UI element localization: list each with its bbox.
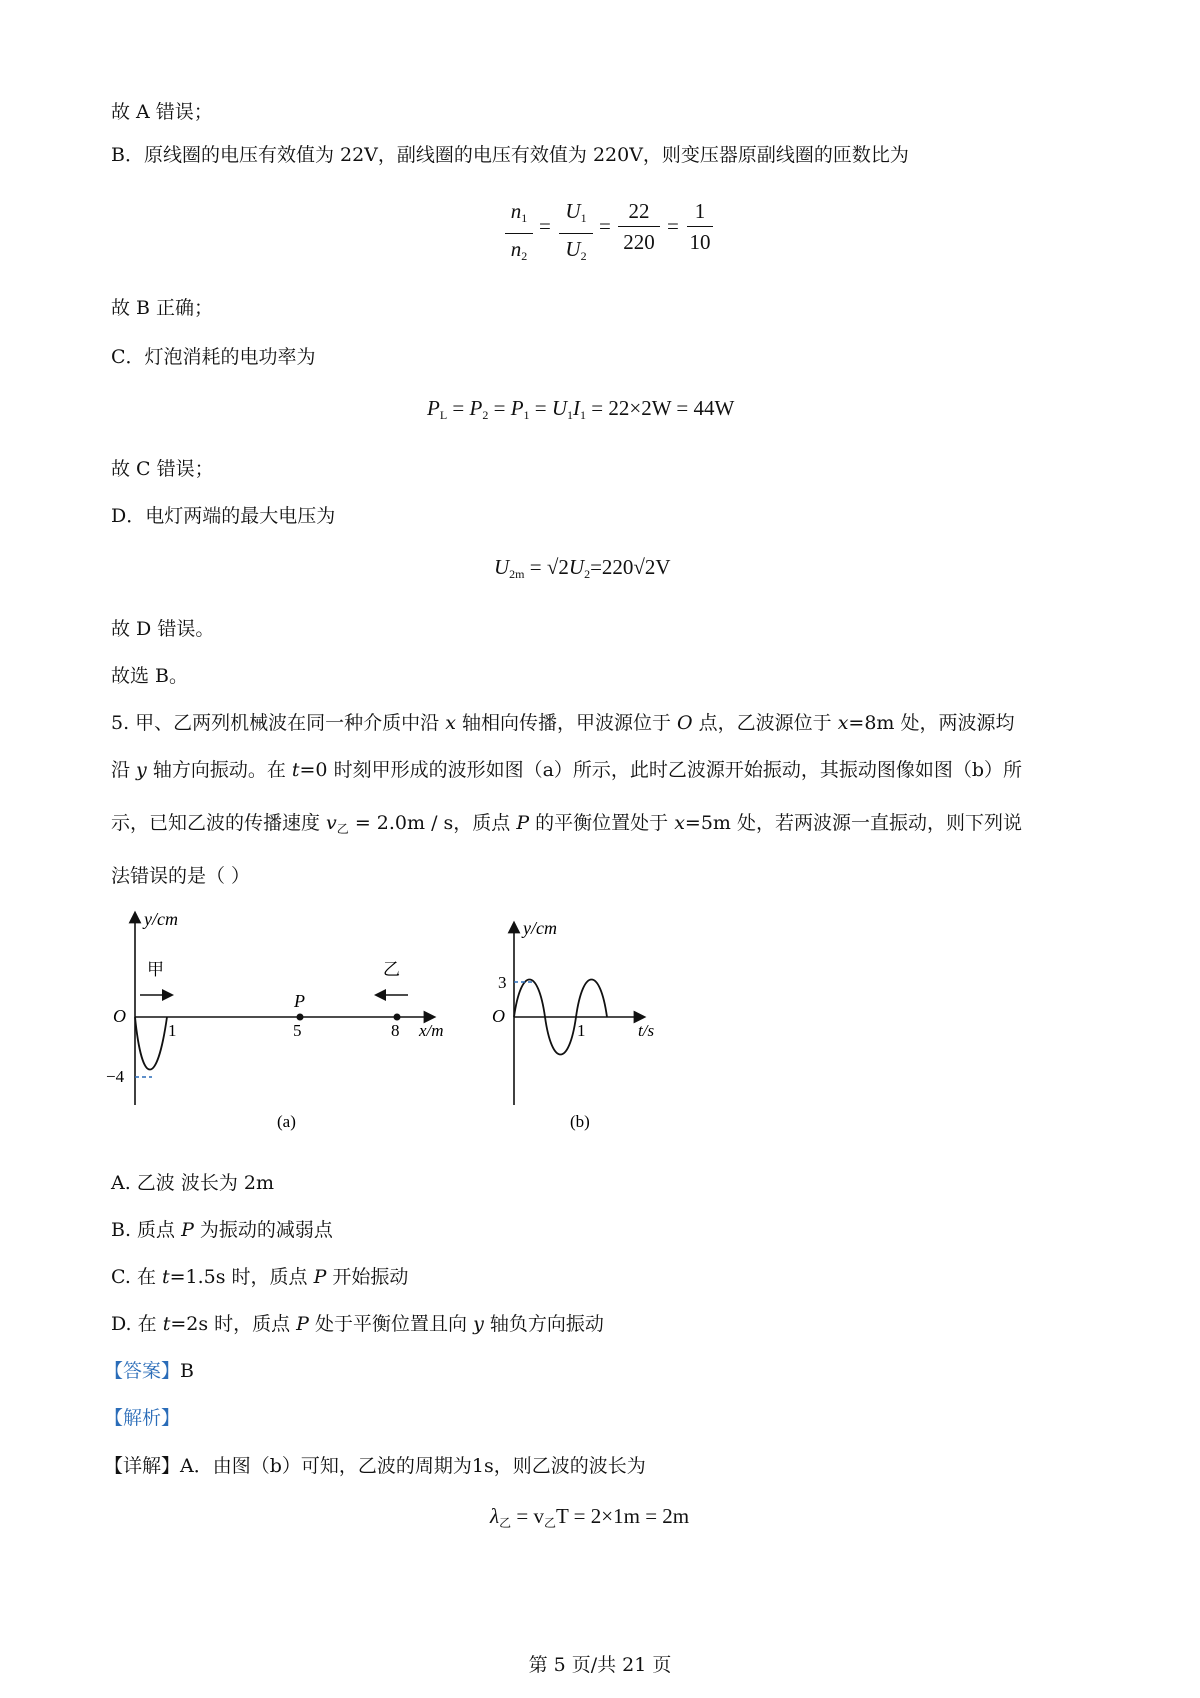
equation-wavelength <box>490 1504 689 1531</box>
opt-var: y <box>473 1313 484 1335</box>
lambda-symbol: λ <box>490 1504 500 1528</box>
q-text: =0 时刻甲形成的波形如图（a）所示，此时乙波源开始振动，其振动图像如图（b）所 <box>299 759 1023 781</box>
detail-tag: 【详解】 <box>104 1455 181 1477</box>
analysis-line <box>104 1403 180 1430</box>
answer-line <box>104 1356 194 1383</box>
q-var: O <box>677 712 693 734</box>
question-line-4: 法错误的是（ ） <box>111 865 251 887</box>
n2-subscript: 2 <box>521 249 528 263</box>
q-var: v <box>326 812 337 834</box>
fig-b-x-label: t/s <box>638 1021 655 1040</box>
u2-subscript: 2 <box>584 567 591 581</box>
equals-sign: = <box>539 214 551 238</box>
q-text: =8m 处，两波源均 <box>848 712 1015 734</box>
figure-a <box>106 909 444 1131</box>
q-text: 轴相向传播，甲波源位于 <box>455 712 678 734</box>
line-a-wrong: 故 A 错误； <box>111 101 213 123</box>
line-b-statement: B．原线圈的电压有效值为 22V，副线圈的电压有效值为 220V，则变压器原副线圈的匝数比为 <box>111 144 909 166</box>
q-var: y <box>136 759 147 781</box>
point-p <box>297 1014 304 1021</box>
figure-b <box>492 918 654 1131</box>
l-subscript: L <box>439 408 448 422</box>
i-symbol: I <box>573 396 581 420</box>
line-d-statement: D．电灯两端的最大电压为 <box>111 505 336 527</box>
numerator-1: 1 <box>694 199 706 223</box>
one-subscript: 1 <box>580 408 587 422</box>
q-text: 轴方向振动。在 <box>146 759 292 781</box>
sqrt2: = √2 <box>529 555 569 579</box>
fig-a-tick-8: 8 <box>391 1021 400 1040</box>
power-result: = 22×2W = 44W <box>591 396 735 420</box>
fig-a-x-label: x/m <box>419 1021 444 1040</box>
option-d <box>111 1309 604 1336</box>
opt-text: 轴负方向振动 <box>483 1313 604 1335</box>
equation-power: $P_L = P_2 = P_1 = U_1I_1 = 22\times 2W = 44W$ <box>427 396 735 422</box>
fig-b-tick-1: 1 <box>577 1021 586 1040</box>
q-text: 示，已知乙波的传播速度 <box>111 812 327 834</box>
opt-var: t <box>162 1313 171 1335</box>
p-symbol: P <box>469 396 483 420</box>
fig-a-y-label: y/cm <box>144 909 178 929</box>
opt-text: =1.5s 时，质点 <box>169 1266 314 1288</box>
opt-text: D. 在 <box>111 1313 163 1335</box>
opt-var: P <box>296 1313 309 1335</box>
p-symbol: P <box>510 396 524 420</box>
equation-max-voltage <box>494 555 671 582</box>
equals-sign: = <box>599 214 611 238</box>
q-text: 的平衡位置处于 <box>529 812 675 834</box>
opt-var: t <box>161 1266 170 1288</box>
opt-var: P <box>181 1219 194 1241</box>
p-symbol: P <box>427 396 440 420</box>
u-symbol: U <box>568 555 585 579</box>
fig-b-tick-3: 3 <box>498 973 507 992</box>
denominator-10: 10 <box>689 230 711 254</box>
option-c <box>111 1262 408 1289</box>
u1-symbol: U <box>565 199 581 223</box>
fig-a-origin: O <box>113 1006 126 1026</box>
denominator-220: 220 <box>623 230 655 254</box>
q-var: x <box>674 812 685 834</box>
v-subscript: 乙 <box>543 1516 556 1530</box>
answer-value: B <box>180 1360 194 1382</box>
voltage-result: =220√2V <box>590 555 671 579</box>
analysis-tag: 【解析】 <box>104 1407 181 1429</box>
line-c-wrong: 故 C 错误； <box>111 458 214 480</box>
fig-a-wave <box>135 1017 167 1070</box>
answer-tag: 【答案】 <box>104 1360 181 1382</box>
opt-text: B. 质点 <box>111 1219 182 1241</box>
detail-text: A．由图（b）可知，乙波的周期为1s，则乙波的波长为 <box>180 1455 646 1477</box>
q-text: 5. 甲、乙两列机械波在同一种介质中沿 <box>111 712 446 734</box>
n1-subscript: 1 <box>521 211 528 225</box>
q-text: 沿 <box>111 759 137 781</box>
one-subscript: 1 <box>523 408 530 422</box>
eq4-mid: = v <box>516 1504 544 1528</box>
u-symbol: U <box>551 396 568 420</box>
equals-sign: = <box>667 214 679 238</box>
q-var: P <box>516 812 530 834</box>
q-text: =5m 处，若两波源一直振动，则下列说 <box>684 812 1022 834</box>
q-text: = 2.0m / s，质点 <box>348 812 517 834</box>
q-var: t <box>291 759 300 781</box>
opt-text: C. 在 <box>111 1266 162 1288</box>
opt-text: 开始振动 <box>326 1266 409 1288</box>
fig-a-tick-1: 1 <box>168 1021 177 1040</box>
u2-symbol: U <box>565 237 581 261</box>
fig-a-label-p: P <box>294 991 305 1011</box>
two-subscript: 2 <box>482 408 489 422</box>
fig-b-y-label: y/cm <box>523 918 557 938</box>
opt-text: =2s 时，质点 <box>170 1313 297 1335</box>
fig-b-caption: (b) <box>570 1112 590 1131</box>
u2-subscript: 2 <box>580 249 587 263</box>
line-c-statement: C．灯泡消耗的电功率为 <box>111 346 316 368</box>
u-symbol: U <box>494 555 510 579</box>
detail-line <box>104 1451 646 1478</box>
question-line-3 <box>111 808 1022 837</box>
fig-b-origin: O <box>492 1006 505 1026</box>
wave-figures <box>100 905 680 1135</box>
q-var: x <box>837 712 849 734</box>
fig-a-label-jia: 甲 <box>147 960 164 980</box>
option-b <box>111 1215 333 1242</box>
fig-a-tick-5: 5 <box>293 1021 302 1040</box>
lambda-subscript: 乙 <box>499 1516 512 1530</box>
numerator-22: 22 <box>628 199 650 223</box>
opt-text: 处于平衡位置且向 <box>308 1313 474 1335</box>
line-b-right: 故 B 正确； <box>111 297 214 319</box>
q-text: 点，乙波源位于 <box>692 712 838 734</box>
line-d-wrong: 故 D 错误。 <box>111 618 215 640</box>
page-footer: 第 5 页/共 21 页 <box>528 1654 672 1676</box>
q-sub: 乙 <box>336 822 349 836</box>
q-var: x <box>445 712 456 734</box>
point-source-b <box>394 1014 401 1021</box>
one-subscript: 1 <box>567 408 574 422</box>
question-line-2 <box>111 755 1022 782</box>
line-choose: 故选 B。 <box>111 665 189 687</box>
fig-a-caption: (a) <box>277 1112 296 1131</box>
option-a: A. 乙波 波长为 2m <box>111 1172 274 1194</box>
opt-var: P <box>313 1266 327 1288</box>
question-line-1 <box>111 708 1015 735</box>
fig-a-label-yi: 乙 <box>383 960 400 980</box>
u2m-subscript: 2m <box>509 567 525 581</box>
n1-symbol: n <box>510 199 522 223</box>
eq4-tail: T = 2×1m = 2m <box>555 1504 690 1528</box>
opt-text: 为振动的减弱点 <box>193 1219 333 1241</box>
u1-subscript: 1 <box>580 211 587 225</box>
fig-a-tick-neg4: −4 <box>106 1067 125 1086</box>
n2-symbol: n <box>510 237 522 261</box>
